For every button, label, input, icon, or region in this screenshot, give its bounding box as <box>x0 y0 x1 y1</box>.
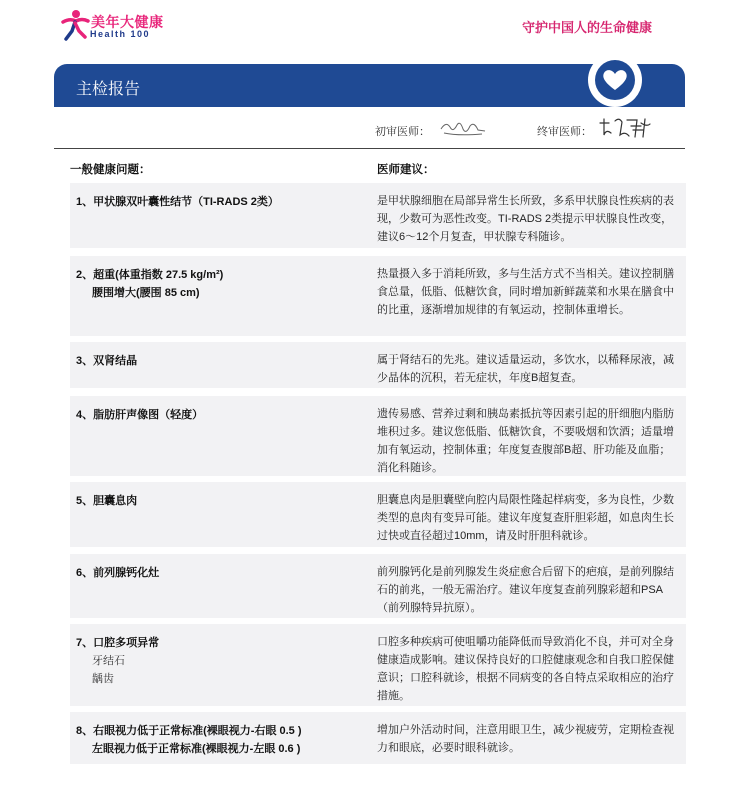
finding-sub-item: 牙结石 <box>92 655 125 667</box>
finding-row-3 <box>70 342 686 388</box>
finding-advice: 属于肾结石的先兆。建议适量运动，多饮水，以稀释尿液，减少晶体的沉积，若无症状，年度B超复查。 <box>377 354 674 384</box>
finding-advice: 口腔多种疾病可使咀嚼功能降低而导致消化不良，并可对全身健康造成影响。建议保持良好的口腔健康观念和自我口腔保健意识；口腔科就诊，根据不同病变的各自特点采取相应的治疗措施。 <box>377 636 674 702</box>
report-title: 主检报告 <box>76 81 141 98</box>
finding-row-6 <box>70 554 686 618</box>
initial-reviewer-signature <box>438 117 488 139</box>
finding-title: 8、右眼视力低于正常标准(裸眼视力-右眼 0.5 ) <box>76 725 302 737</box>
finding-title-line-2: 左眼视力低于正常标准(裸眼视力-左眼 0.6 ) <box>92 743 301 755</box>
slogan: 守护中国人的生命健康 <box>522 20 653 35</box>
finding-title: 1、甲状腺双叶囊性结节（TI-RADS 2类） <box>76 196 279 208</box>
heart-badge <box>588 53 642 107</box>
finding-title: 7、口腔多项异常 <box>76 637 160 649</box>
finding-title: 6、前列腺钙化灶 <box>76 567 160 579</box>
finding-advice: 胆囊息肉是胆囊壁向腔内局限性隆起样病变，多为良性，少数类型的息肉有变异可能。建议年度复查肝胆彩超，如息肉生长过快或直径超过10mm，请及时肝胆科就诊。 <box>377 494 674 542</box>
finding-advice: 遗传易感、营养过剩和胰岛素抵抗等因素引起的肝细胞内脂肪堆积过多。建议您低脂、低糖饮食，不要吸烟和饮酒；适量增加有氧运动，控制体重；年度复查腹部B超、肝功能及血脂；消化科随诊。 <box>377 408 674 474</box>
finding-title: 5、胆囊息肉 <box>76 495 138 507</box>
finding-title: 2、超重(体重指数 27.5 kg/m²) <box>76 269 224 281</box>
finding-row-1 <box>70 183 686 248</box>
finding-row-4 <box>70 396 686 476</box>
finding-row-7 <box>70 624 686 706</box>
finding-row-5 <box>70 482 686 547</box>
heart-icon <box>594 59 636 101</box>
finding-advice: 前列腺钙化是前列腺发生炎症愈合后留下的疤痕，是前列腺结石的前兆，一般无需治疗。建议年度复查前列腺彩超和PSA（前列腺特异抗原）。 <box>377 566 674 614</box>
finding-sub-item: 龋齿 <box>92 673 114 685</box>
finding-row-2 <box>70 256 686 336</box>
meinian-figure-icon <box>60 9 90 41</box>
finding-title: 3、双肾结晶 <box>76 355 138 367</box>
brand-name-en: Health 100 <box>90 29 151 39</box>
final-reviewer-signature <box>597 115 653 141</box>
health-issues-header: 一般健康问题： <box>70 164 151 176</box>
finding-title-line-2: 腰围增大(腰围 85 cm) <box>92 287 200 299</box>
finding-row-8 <box>70 712 686 764</box>
section-divider <box>54 148 685 149</box>
brand-name-cn: 美年大健康 <box>91 14 164 30</box>
initial-reviewer-label: 初审医师： <box>375 126 430 138</box>
brand-logo <box>60 9 180 43</box>
finding-title: 4、脂肪肝声像图（轻度） <box>76 409 204 421</box>
final-reviewer-label: 终审医师： <box>537 126 592 138</box>
doctor-advice-header: 医师建议： <box>377 164 435 176</box>
finding-advice: 是甲状腺细胞在局部异常生长所致，多系甲状腺良性疾病的表现，少数可为恶性改变。TI-RADS 2类提示甲状腺良性改变，建议6～12个月复查，甲状腺专科随诊。 <box>377 195 674 243</box>
finding-advice: 增加户外活动时间，注意用眼卫生，减少视疲劳，定期检查视力和眼底，必要时眼科就诊。 <box>377 724 674 754</box>
report-title-bar <box>54 64 685 107</box>
finding-advice: 热量摄入多于消耗所致，多与生活方式不当相关。建议控制膳食总量，低脂、低糖饮食，同时增加新鲜蔬菜和水果在膳食中的比重，逐渐增加规律的有氧运动，控制体重增长。 <box>377 268 674 316</box>
